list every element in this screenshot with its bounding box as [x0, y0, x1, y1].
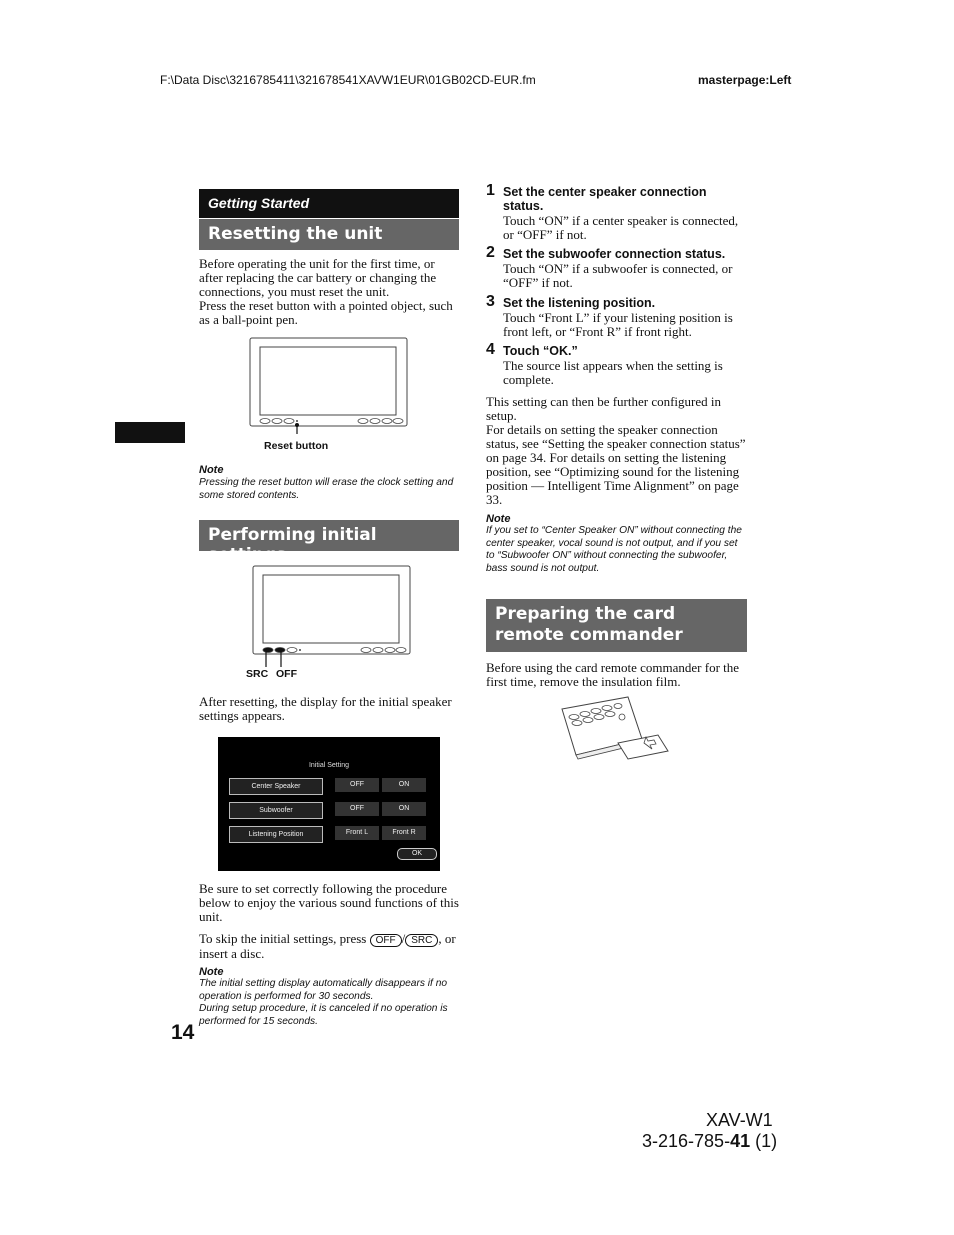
reset-note-head: Note	[199, 464, 224, 476]
speaker-note-text: If you set to “Center Speaker ON” without connecting the center speaker, vocal sound is not output, and if you set to “Subwoofer ON” without connecting the subwoofer, bass sound is not output.	[486, 525, 742, 574]
initial-para-3	[199, 932, 461, 961]
initial-setting-screen	[218, 737, 440, 871]
model-name: XAV-W1	[706, 1110, 773, 1130]
card-remote-figure	[558, 695, 674, 761]
subwoofer-on[interactable]: ON	[382, 802, 426, 816]
step-4-text: The source list appears when the setting is complete.	[503, 358, 723, 387]
subwoofer-off[interactable]: OFF	[335, 802, 379, 816]
unit-front-src-off-figure	[248, 563, 416, 673]
step-1-number: 1	[486, 182, 495, 199]
src-key: SRC	[405, 934, 438, 947]
off-key: OFF	[370, 934, 402, 947]
heading-resetting: Resetting the unit	[199, 219, 459, 250]
step-2-heading: Set the subwoofer connection status.	[503, 247, 726, 261]
card-para: Before using the card remote commander for the first time, remove the insulation film.	[486, 660, 740, 689]
step-1-heading: Set the center speaker connection status.	[503, 185, 707, 213]
off-label: OFF	[276, 668, 297, 680]
reset-para-1: Before operating the unit for the first time, or after replacing the car battery or changing the connections, you must reset the unit.	[199, 256, 437, 299]
reset-button-label: Reset button	[264, 440, 329, 452]
initial-note-text-2: During setup procedure, it is canceled if no operation is performed for 15 seconds.	[199, 1003, 448, 1027]
step-4-heading: Touch “OK.”	[503, 344, 578, 358]
reset-para-2: Press the reset button with a pointed object, such as a ball-point pen.	[199, 298, 453, 327]
initial-note-head: Note	[199, 966, 224, 978]
side-tab	[115, 422, 185, 443]
initial-para-2: Be sure to set correctly following the procedure below to enjoy the various sound functions of this unit.	[199, 881, 459, 924]
unit-front-reset-figure	[245, 336, 413, 434]
setup-para-1: This setting can then be further configured in setup.	[486, 394, 722, 423]
part-code-post: (1)	[750, 1131, 778, 1151]
skip-text-post: , or insert a disc.	[199, 931, 456, 961]
heading-card-remote: Preparing the card remote commander	[486, 599, 747, 652]
step-3-heading: Set the listening position.	[503, 296, 656, 310]
center-speaker-button[interactable]: Center Speaker	[229, 778, 323, 795]
reset-note-text: Pressing the reset button will erase the clock setting and some stored contents.	[199, 477, 454, 501]
part-code	[642, 1131, 777, 1152]
listening-position-button[interactable]: Listening Position	[229, 826, 323, 843]
masterpage-label: masterpage:Left	[698, 73, 792, 87]
skip-text-pre: To skip the initial settings, press	[199, 931, 367, 946]
front-l-option[interactable]: Front L	[335, 826, 379, 840]
page-number: 14	[171, 1021, 195, 1044]
subwoofer-button[interactable]: Subwoofer	[229, 802, 323, 819]
center-speaker-on[interactable]: ON	[382, 778, 426, 792]
step-3-number: 3	[486, 293, 495, 310]
front-r-option[interactable]: Front R	[382, 826, 426, 840]
initial-note-text-1: The initial setting display automatically disappears if no operation is performed for 30 seconds.	[199, 978, 448, 1002]
center-speaker-off[interactable]: OFF	[335, 778, 379, 792]
part-code-bold: 41	[730, 1131, 751, 1151]
step-3-text: Touch “Front L” if your listening position is front left, or “Front R” if front right.	[503, 310, 733, 339]
step-4-number: 4	[486, 341, 495, 358]
screen-title: Initial Setting	[308, 762, 350, 769]
part-code-pre: 3-216-785-	[642, 1131, 731, 1151]
setup-para-2: For details on setting the speaker connection status, see “Setting the speaker connection status” on page 34. For details on setting the listening position, see “Optimizing sound for the listening position — Intelligent Time Alignment” on page 33.	[486, 422, 746, 507]
file-path: F:\Data Disc\3216785411\321678541XAVW1EUR\01GB02CD-EUR.fm	[160, 73, 536, 87]
key-separator: /	[401, 931, 406, 946]
ok-button[interactable]: OK	[397, 848, 437, 860]
heading-initial-settings: Performing initial settings	[199, 520, 459, 551]
speaker-note-head: Note	[486, 513, 511, 525]
step-1-text: Touch “ON” if a center speaker is connected, or “OFF” if not.	[503, 213, 739, 242]
step-2-number: 2	[486, 244, 495, 261]
section-label: Getting Started	[199, 189, 459, 218]
src-label: SRC	[246, 668, 269, 680]
initial-para-1: After resetting, the display for the initial speaker settings appears.	[199, 694, 452, 723]
step-2-text: Touch “ON” if a subwoofer is connected, or “OFF” if not.	[503, 261, 733, 290]
